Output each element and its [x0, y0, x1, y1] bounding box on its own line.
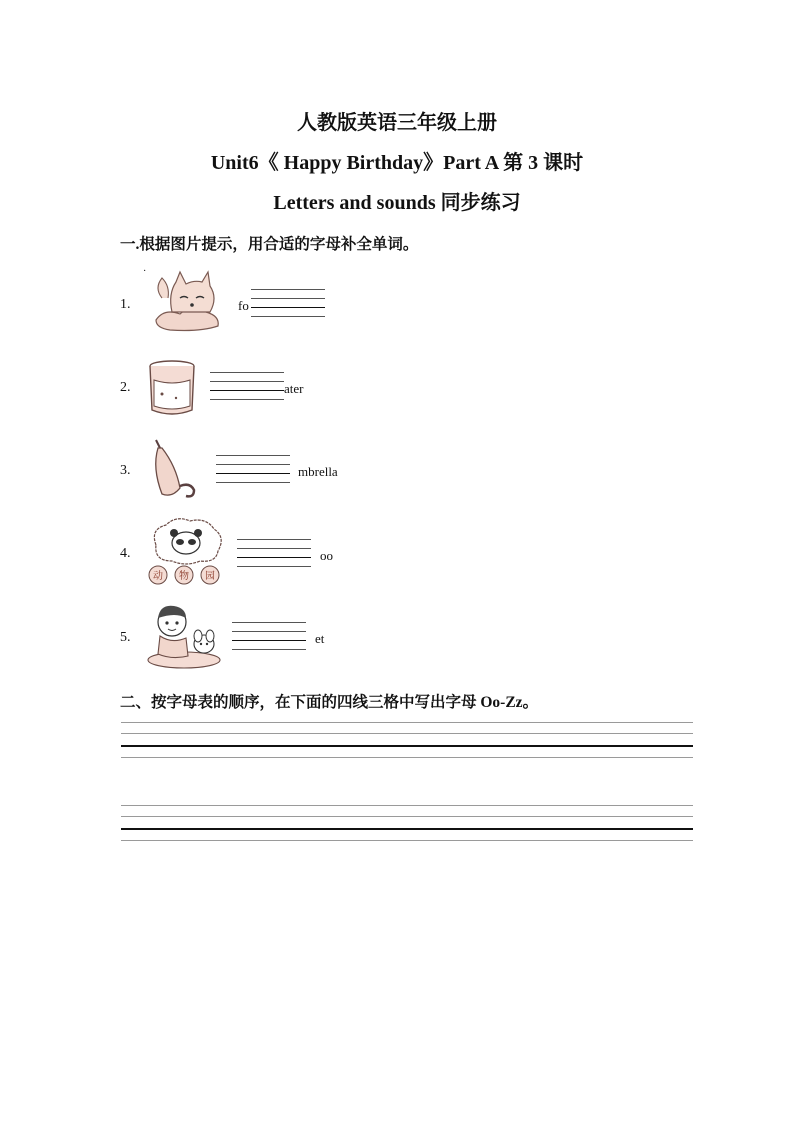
word-fragment: oo [320, 548, 333, 563]
word-fragment: et [315, 631, 325, 646]
unit-title: Unit6《 Happy Birthday》Part A 第 3 课时 [210, 152, 584, 174]
answer-lines[interactable] [237, 539, 311, 567]
word-fragment: mbrella [298, 464, 338, 479]
question-number: 5. [120, 630, 131, 645]
zoo-panda-picture [146, 515, 226, 587]
fox-picture [150, 268, 226, 334]
zoo-sign-char: 物 [179, 571, 189, 582]
answer-lines[interactable] [251, 289, 325, 317]
answer-lines[interactable] [210, 372, 284, 400]
question-number: 1. [120, 297, 131, 312]
section-1-heading: 一.根据图片提示，用合适的字母补全单词。 [120, 236, 419, 253]
water-glass-picture [146, 358, 198, 418]
question-number: 2. [120, 380, 131, 395]
lesson-title: Letters and sounds 同步练习 [273, 192, 521, 214]
page-title: 人教版英语三年级上册 [297, 112, 497, 134]
question-number: 4. [120, 546, 131, 561]
stray-dot: · [143, 266, 147, 277]
boy-with-pet-picture [146, 602, 224, 670]
answer-lines[interactable] [216, 455, 290, 483]
four-line-grid-2[interactable] [121, 805, 693, 845]
question-number: 3. [120, 463, 131, 478]
answer-lines[interactable] [232, 622, 306, 650]
word-fragment: ater [284, 381, 304, 396]
word-fragment: fo [238, 298, 249, 313]
umbrella-picture [146, 438, 202, 502]
zoo-sign-char: 动 [153, 571, 163, 582]
four-line-grid-1[interactable] [121, 722, 693, 762]
zoo-sign-char: 园 [205, 571, 215, 582]
section-2-heading: 二、按字母表的顺序，在下面的四线三格中写出字母 Oo-Zz。 [120, 694, 539, 711]
